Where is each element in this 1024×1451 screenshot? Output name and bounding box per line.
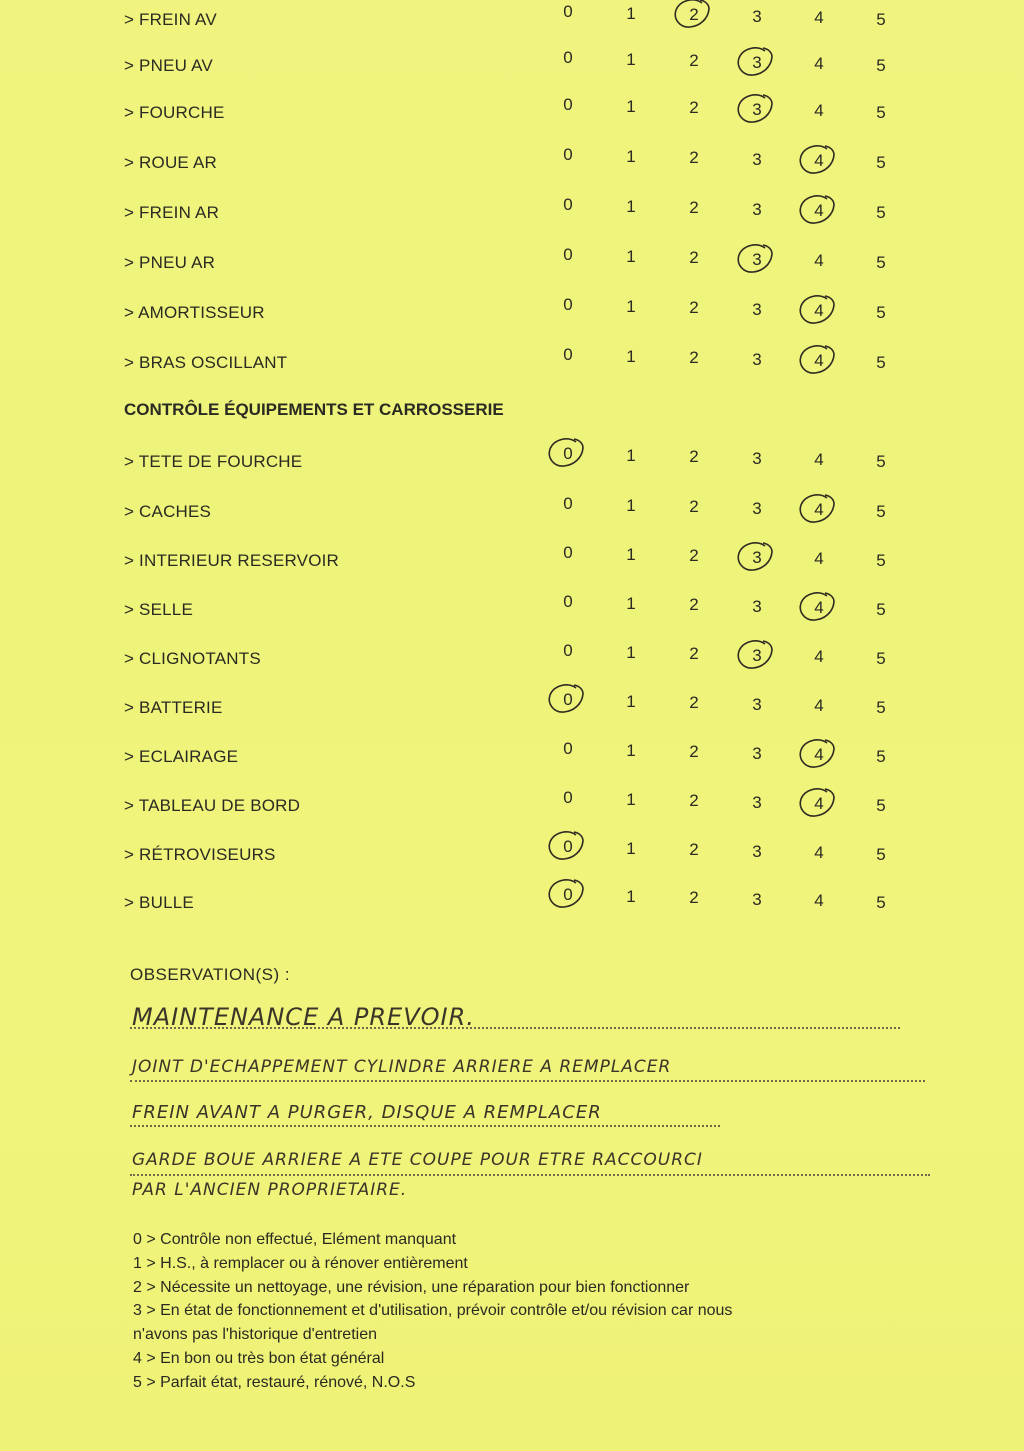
row-label: > INTERIEUR RESERVOIR	[124, 551, 340, 570]
rating-option-2[interactable]: 2	[689, 198, 699, 218]
rating-option-4[interactable]: 4	[814, 101, 824, 121]
rating-option-3[interactable]: 3	[752, 249, 762, 269]
rating-option-3[interactable]: 3	[752, 349, 762, 369]
rating-option-4[interactable]: 4	[814, 598, 824, 618]
row-label: > PNEU AR	[124, 253, 216, 272]
rating-option-0[interactable]: 0	[563, 641, 573, 660]
observation-rule-2	[130, 1080, 925, 1082]
rating-option-2[interactable]: 2	[689, 840, 699, 860]
observation-line-3: FREIN AVANT A PURGER, DISQUE A REMPLACER	[132, 1102, 602, 1123]
rating-option-1[interactable]: 1	[626, 96, 636, 116]
rating-option-3[interactable]: 3	[752, 52, 762, 72]
row-label: > RÉTROVISEURS	[124, 845, 276, 864]
rating-option-0[interactable]: 0	[563, 2, 573, 21]
rating-option-2[interactable]: 2	[689, 888, 699, 908]
rating-option-5[interactable]: 5	[876, 153, 886, 172]
rating-option-0[interactable]: 0	[563, 145, 573, 164]
rating-option-3[interactable]: 3	[752, 645, 762, 665]
rating-option-0[interactable]: 0	[563, 95, 573, 114]
rating-option-5[interactable]: 5	[876, 56, 886, 75]
legend-line-2: 2 > Nécessite un nettoyage, une révision, une réparation pour bien fonctionner	[133, 1279, 690, 1296]
rating-option-4[interactable]: 4	[814, 351, 824, 371]
rating-option-2[interactable]: 2	[689, 98, 699, 118]
rating-option-3[interactable]: 3	[752, 149, 762, 169]
rating-option-5[interactable]: 5	[876, 551, 886, 570]
row-label: > SELLE	[124, 600, 193, 619]
observation-line-1: MAINTENANCE A PREVOIR.	[132, 1003, 475, 1031]
rating-option-3[interactable]: 3	[752, 596, 762, 616]
rating-option-0[interactable]: 0	[563, 444, 573, 463]
rating-option-4[interactable]: 4	[814, 843, 824, 863]
rating-option-0[interactable]: 0	[563, 345, 573, 364]
rating-option-2[interactable]: 2	[689, 693, 699, 713]
rating-option-4[interactable]: 4	[814, 500, 824, 520]
rating-option-5[interactable]: 5	[876, 796, 886, 815]
row-label: > CLIGNOTANTS	[124, 649, 261, 668]
rating-option-4[interactable]: 4	[814, 251, 824, 271]
rating-option-5[interactable]: 5	[876, 353, 886, 372]
rating-option-0[interactable]: 0	[563, 739, 573, 758]
row-label: > FREIN AR	[124, 203, 220, 222]
rating-option-3[interactable]: 3	[752, 498, 762, 518]
rating-option-1[interactable]: 1	[626, 886, 636, 906]
observation-line-2: JOINT D'ECHAPPEMENT CYLINDRE ARRIERE A REMPLACER	[132, 1057, 672, 1077]
rating-option-4[interactable]: 4	[814, 54, 824, 74]
rating-option-3[interactable]: 3	[752, 99, 762, 119]
row-label: > ECLAIRAGE	[124, 747, 239, 766]
rating-option-2[interactable]: 2	[689, 791, 699, 811]
legend-line-3-cont: n'avons pas l'historique d'entretien	[133, 1326, 377, 1343]
rating-option-2[interactable]: 2	[689, 5, 699, 25]
rating-option-5[interactable]: 5	[876, 600, 886, 619]
legend-line-5: 5 > Parfait état, restauré, rénové, N.O.S	[133, 1374, 416, 1391]
row-label: > ROUE AR	[124, 153, 217, 172]
row-label: > BATTERIE	[124, 698, 223, 717]
rating-option-0[interactable]: 0	[563, 885, 573, 904]
rating-option-0[interactable]: 0	[563, 245, 573, 264]
rating-option-1[interactable]: 1	[626, 544, 636, 564]
rating-option-0[interactable]: 0	[563, 543, 573, 562]
rating-option-1[interactable]: 1	[626, 246, 636, 266]
rating-option-5[interactable]: 5	[876, 893, 886, 912]
rating-option-0[interactable]: 0	[563, 195, 573, 214]
rating-option-2[interactable]: 2	[689, 447, 699, 467]
rating-option-5[interactable]: 5	[876, 845, 886, 864]
observation-rule-1	[130, 1027, 900, 1029]
rating-option-2[interactable]: 2	[689, 248, 699, 268]
rating-option-2[interactable]: 2	[689, 595, 699, 615]
row-label: > BULLE	[124, 893, 194, 912]
row-label: > AMORTISSEUR	[124, 303, 265, 322]
rating-option-0[interactable]: 0	[563, 494, 573, 513]
rating-option-1[interactable]: 1	[626, 838, 636, 858]
observation-rule-4	[130, 1174, 930, 1176]
rating-option-3[interactable]: 3	[752, 547, 762, 567]
legend-line-1: 1 > H.S., à remplacer ou à rénover entièrement	[133, 1255, 468, 1272]
row-label: > FOURCHE	[124, 103, 225, 122]
rating-option-5[interactable]: 5	[876, 698, 886, 717]
rating-option-2[interactable]: 2	[689, 546, 699, 566]
rating-option-5[interactable]: 5	[876, 103, 886, 122]
rating-option-4[interactable]: 4	[814, 450, 824, 470]
rating-option-4[interactable]: 4	[814, 696, 824, 716]
rating-option-5[interactable]: 5	[876, 502, 886, 521]
observation-rule-3	[130, 1125, 720, 1127]
observation-line-4: GARDE BOUE ARRIERE A ETE COUPE POUR ETRE RACCOURCI	[132, 1150, 703, 1170]
rating-option-1[interactable]: 1	[626, 49, 636, 69]
row-label: > BRAS OSCILLANT	[124, 353, 288, 372]
rating-option-5[interactable]: 5	[876, 747, 886, 766]
observation-line-5: PAR L'ANCIEN PROPRIETAIRE.	[132, 1180, 408, 1200]
rating-option-4[interactable]: 4	[814, 301, 824, 321]
rating-option-5[interactable]: 5	[876, 203, 886, 222]
rating-option-2[interactable]: 2	[689, 51, 699, 71]
rating-option-5[interactable]: 5	[876, 452, 886, 471]
rating-option-3[interactable]: 3	[752, 694, 762, 714]
rating-option-0[interactable]: 0	[563, 592, 573, 611]
rating-option-0[interactable]: 0	[563, 48, 573, 67]
rating-option-1[interactable]: 1	[626, 740, 636, 760]
rating-option-4[interactable]: 4	[814, 151, 824, 171]
rating-option-2[interactable]: 2	[689, 148, 699, 168]
rating-option-1[interactable]: 1	[626, 445, 636, 465]
rating-option-4[interactable]: 4	[814, 794, 824, 814]
rating-option-3[interactable]: 3	[752, 792, 762, 812]
rating-option-3[interactable]: 3	[752, 299, 762, 319]
rating-option-5[interactable]: 5	[876, 10, 886, 29]
rating-option-1[interactable]: 1	[626, 346, 636, 366]
rating-option-5[interactable]: 5	[876, 303, 886, 322]
rating-option-4[interactable]: 4	[814, 891, 824, 911]
rating-option-0[interactable]: 0	[563, 295, 573, 314]
rating-option-2[interactable]: 2	[689, 348, 699, 368]
rating-option-4[interactable]: 4	[814, 8, 824, 28]
rating-option-3[interactable]: 3	[752, 448, 762, 468]
rating-option-1[interactable]: 1	[626, 296, 636, 316]
rating-option-2[interactable]: 2	[689, 497, 699, 517]
row-label: > CACHES	[124, 502, 212, 521]
rating-option-0[interactable]: 0	[563, 690, 573, 709]
rating-option-1[interactable]: 1	[626, 3, 636, 23]
rating-option-2[interactable]: 2	[689, 298, 699, 318]
rating-option-1[interactable]: 1	[626, 495, 636, 515]
rating-option-3[interactable]: 3	[752, 841, 762, 861]
row-label: > TETE DE FOURCHE	[124, 452, 303, 471]
row-label: > TABLEAU DE BORD	[124, 796, 301, 815]
rating-option-4[interactable]: 4	[814, 549, 824, 569]
section-title: CONTRÔLE ÉQUIPEMENTS ET CARROSSERIE	[124, 400, 504, 419]
legend-line-3: 3 > En état de fonctionnement et d'utilisation, prévoir contrôle et/ou révision car nous	[133, 1302, 733, 1319]
rating-option-1[interactable]: 1	[626, 789, 636, 809]
rating-option-5[interactable]: 5	[876, 649, 886, 668]
rating-option-4[interactable]: 4	[814, 745, 824, 765]
rating-option-1[interactable]: 1	[626, 146, 636, 166]
rating-option-0[interactable]: 0	[563, 788, 573, 807]
rating-option-1[interactable]: 1	[626, 691, 636, 711]
row-label: > PNEU AV	[124, 56, 213, 75]
rating-option-4[interactable]: 4	[814, 201, 824, 221]
legend-line-4: 4 > En bon ou très bon état général	[133, 1350, 385, 1367]
rating-option-3[interactable]: 3	[752, 889, 762, 909]
rating-option-0[interactable]: 0	[563, 837, 573, 856]
rating-option-1[interactable]: 1	[626, 642, 636, 662]
rating-option-1[interactable]: 1	[626, 196, 636, 216]
rating-option-2[interactable]: 2	[689, 644, 699, 664]
rating-option-4[interactable]: 4	[814, 647, 824, 667]
rating-option-3[interactable]: 3	[752, 199, 762, 219]
rating-option-2[interactable]: 2	[689, 742, 699, 762]
rating-option-3[interactable]: 3	[752, 743, 762, 763]
row-label: > FREIN AV	[124, 10, 217, 29]
legend-line-0: 0 > Contrôle non effectué, Elément manquant	[133, 1231, 457, 1248]
rating-option-3[interactable]: 3	[752, 6, 762, 26]
rating-option-1[interactable]: 1	[626, 593, 636, 613]
observations-title: OBSERVATION(S) :	[130, 965, 291, 984]
rating-option-5[interactable]: 5	[876, 253, 886, 272]
